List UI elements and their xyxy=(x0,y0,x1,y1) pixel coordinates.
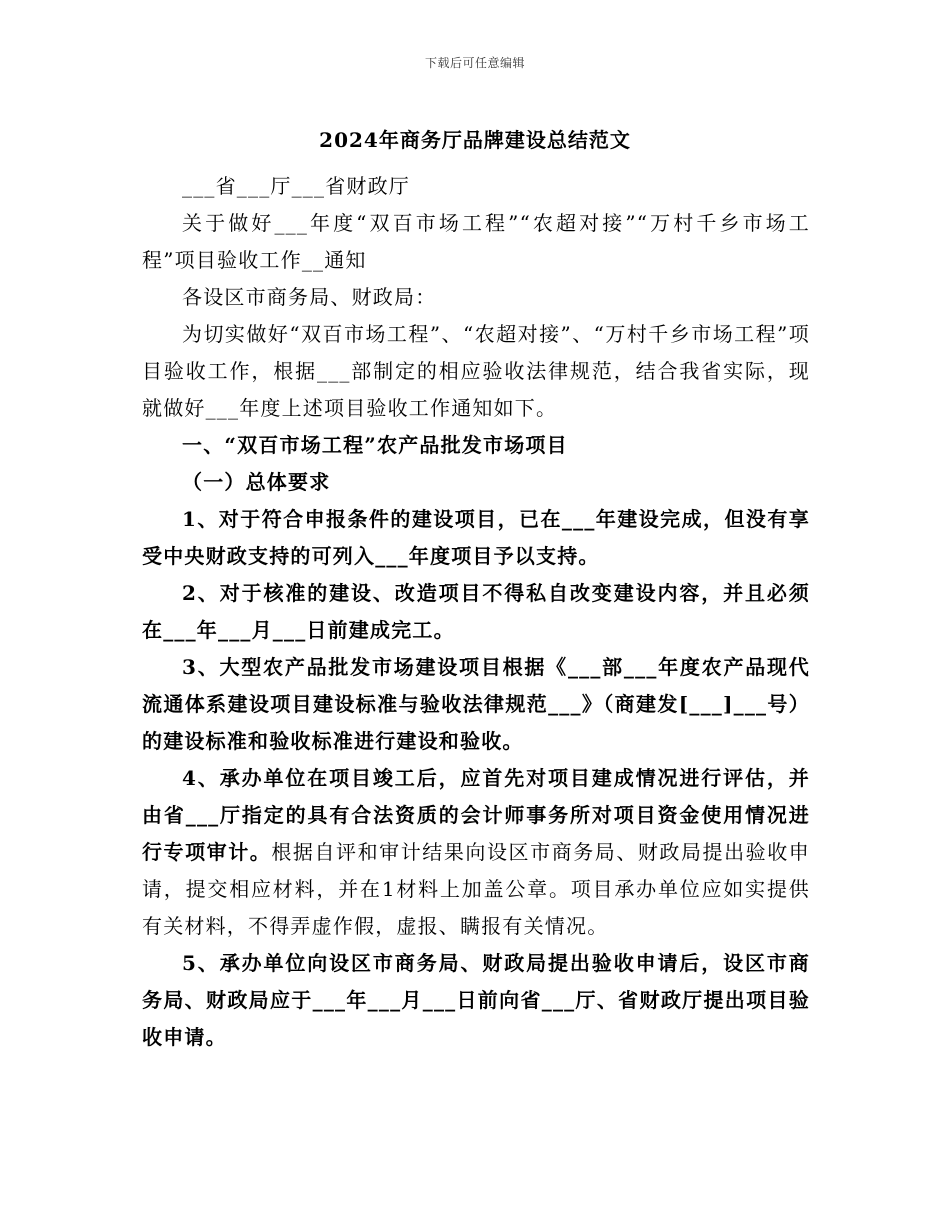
addressee-line: 各设区市商务局、财政局： xyxy=(182,285,437,309)
list-item-1: 1、对于符合申报条件的建设项目，已在___年建设完成，但没有享受中央财政支持的可列入___年度项目予以支持。 xyxy=(142,507,810,568)
list-item-2: 2、对于核准的建设、改造项目不得私自改变建设内容，并且必须在___年___月___日前建成完工。 xyxy=(142,581,810,642)
document-body xyxy=(142,168,810,1056)
document-title: 2024年商务厅品牌建设总结范文 xyxy=(319,128,631,152)
intro-paragraph: 为切实做好“双百市场工程”、“农超对接”、“万村千乡市场工程”项目验收工作，根据___部制定的相应验收法律规范，结合我省实际，现就做好___年度上述项目验收工作通知如下。 xyxy=(142,322,810,420)
header-note: 下载后可任意编辑 xyxy=(424,56,525,70)
section-heading-1: 一、“双百市场工程”农产品批发市场项目 xyxy=(182,433,568,457)
list-item-4-normal: 根据自评和审计结果向设区市商务局、财政局提出验收申请，提交相应材料，并在1材料上加盖公章。项目承办单位应如实提供有关材料，不得弄虚作假，虚报、瞒报有关情况。 xyxy=(142,840,810,938)
list-item-5: 5、承办单位向设区市商务局、财政局提出验收申请后，设区市商务局、财政局应于___年___月___日前向省___厅、省财政厅提出项目验收申请。 xyxy=(142,951,810,1049)
list-item-4-bold: 4、承办单位在项目竣工后，应首先对项目建成情况进行评估，并由省___厅指定的具有合法资质的会计师事务所对项目资金使用情况进行专项审计。 xyxy=(142,766,810,864)
issuer-line: ___省___厅___省财政厅 xyxy=(182,174,410,198)
list-item-3: 3、大型农产品批发市场建设项目根据《___部___年度农产品现代流通体系建设项目建设标准与验收法律规范___》（商建发[___]___号）的建设标准和验收标准进行建设和验收。 xyxy=(142,655,810,753)
subsection-heading-1: （一）总体要求 xyxy=(182,470,331,494)
list-item-4 xyxy=(142,760,810,945)
notice-subject: 关于做好___年度“双百市场工程”“农超对接”“万村千乡市场工程”项目验收工作__通知 xyxy=(142,211,810,272)
